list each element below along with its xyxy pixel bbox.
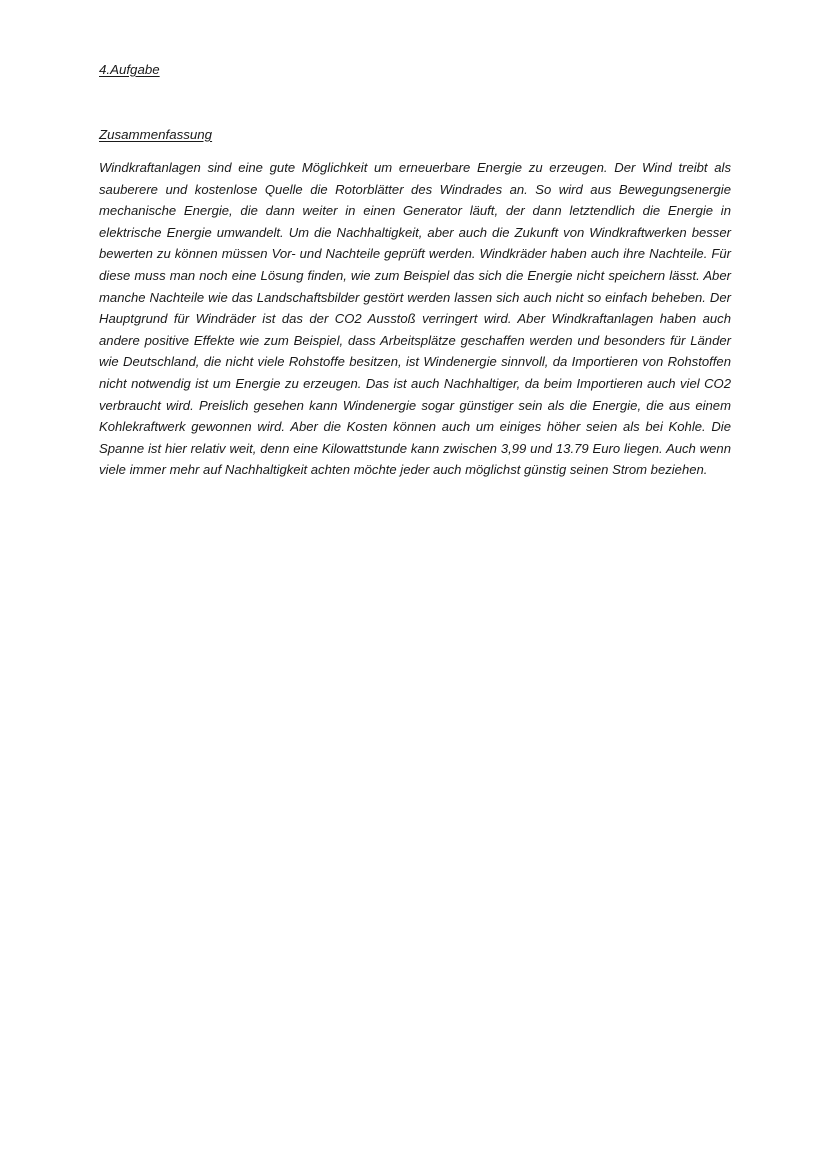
task-heading: 4.Aufgabe [99,62,160,77]
summary-paragraph: Windkraftanlagen sind eine gute Möglichkeit um erneuerbare Energie zu erzeugen. Der Wind treibt als sauberere und kostenlose Quelle die Rotorblätter des Windrades an. So wird aus Bewegungsenergie mechanische Energie, die dann weiter in einen Generator läuft, der dann letztendlich die Energie in elektrische Energie umwandelt. Um die Nachhaltigkeit, aber auch die Zukunft von Windkraftwerken besser bewerten zu können müssen Vor- und Nachteile geprüft werden. Windkräder haben auch ihre Nachteile. Für diese muss man noch eine Lösung finden, wie zum Beispiel das sich die Energie nicht speichern lässt. Aber manche Nachteile wie das Landschaftsbilder gestört werden lassen sich auch nicht so einfach beheben. Der Hauptgrund für Windräder ist das der CO2 Ausstoß verringert wird. Aber Windkraftanlagen haben auch andere positive Effekte wie zum Beispiel, dass Arbeitsplätze geschaffen werden und besonders für Länder wie Deutschland, die nicht viele Rohstoffe besitzen, ist Windenergie sinnvoll, da Importieren von Rohstoffen nicht notwendig ist um Energie zu erzeugen. Das ist auch Nachhaltiger, da beim Importieren auch viel CO2 verbraucht wird. Preislich gesehen kann Windenergie sogar günstiger sein als die Energie, die aus einem Kohlekraftwerk gewonnen wird. Aber die Kosten können auch um einiges höher seien als bei Kohle. Die Spanne ist hier relativ weit, denn eine Kilowattstunde kann zwischen 3,99 und 13.79 Euro liegen. Auch wenn viele immer mehr auf Nachhaltigkeit achten möchte jeder auch möglichst günstig seinen Strom beziehen. [99,160,731,478]
section-heading: Zusammenfassung [99,127,213,142]
